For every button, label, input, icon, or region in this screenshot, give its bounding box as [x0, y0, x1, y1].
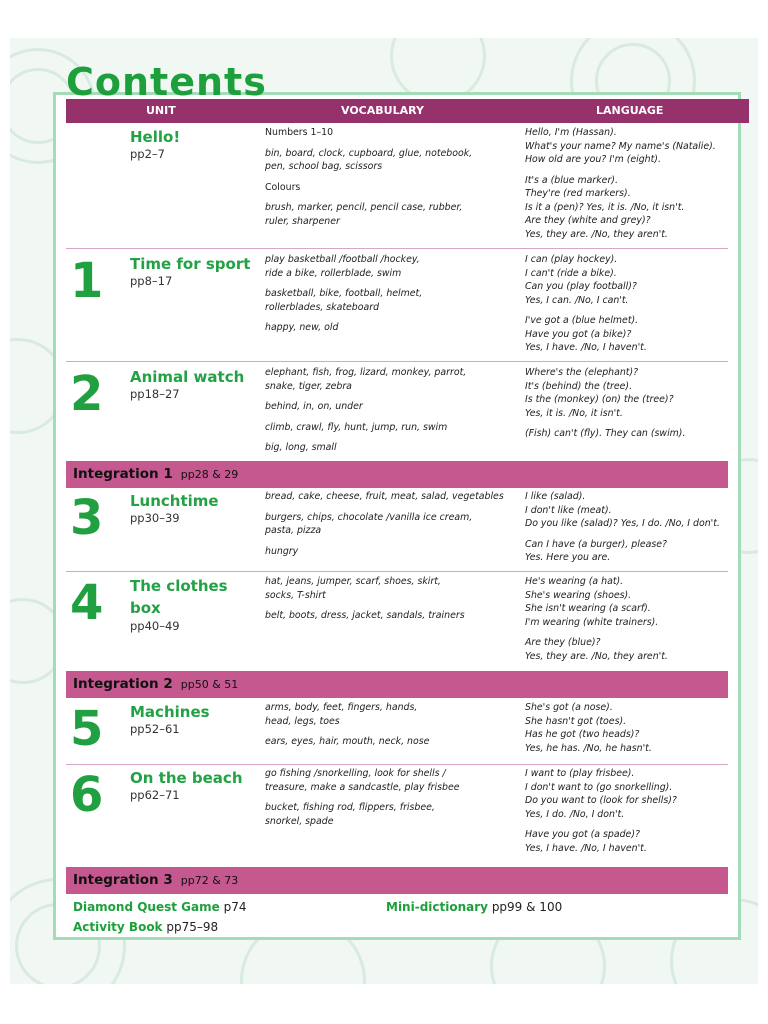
language-line: They're (red markers).	[525, 188, 631, 199]
vocabulary-group	[265, 735, 515, 749]
vocabulary-line: rollerblades, skateboard	[265, 301, 380, 313]
vocabulary-line: basketball, bike, football, helmet,	[265, 288, 423, 299]
vocabulary-line: big, long, small	[265, 442, 337, 453]
unit-number: 6	[70, 767, 104, 823]
vocabulary-group	[265, 287, 515, 314]
vocabulary-line: bin, board, clock, cupboard, glue, notebook,	[265, 147, 473, 159]
vocabulary-line: burgers, chips, chocolate /vanilla ice cream,	[265, 511, 473, 523]
activity-book-entry	[73, 920, 218, 934]
language-column	[525, 575, 735, 670]
language-line: I want to (play frisbee).	[525, 768, 635, 779]
integration-label	[73, 466, 238, 482]
language-line: Have you got (a spade)?	[525, 829, 640, 840]
integration-pages: pp72 & 73	[180, 874, 239, 887]
vocabulary-group	[265, 321, 515, 335]
language-line: Yes, I have. /No, I haven't.	[525, 842, 647, 854]
language-line: She's got (a nose).	[525, 702, 613, 713]
vocabulary-line: head, legs, toes	[265, 715, 340, 727]
language-line: How old are you? I'm (eight).	[525, 154, 661, 165]
integration-label	[73, 872, 238, 888]
language-group	[525, 126, 735, 167]
language-line: Yes, I can. /No, I can't.	[525, 294, 629, 306]
vocabulary-line: hungry	[265, 545, 299, 557]
language-column	[525, 490, 735, 572]
vocabulary-group	[265, 126, 515, 140]
language-line: I can't (ride a bike).	[525, 267, 617, 279]
row-divider	[66, 571, 728, 572]
vocabulary-line: belt, boots, dress, jacket, sandals, trainers	[265, 610, 465, 621]
language-line: I can (play hockey).	[525, 254, 618, 265]
unit-title[interactable]: Hello!	[130, 128, 181, 146]
activity-book-pages: pp75–98	[166, 920, 219, 934]
vocabulary-group	[265, 801, 515, 828]
unit-pages: pp18–27	[130, 387, 180, 401]
unit-pages: pp40–49	[130, 619, 180, 633]
diamond-quest-entry	[73, 900, 246, 914]
integration-bar[interactable]	[66, 461, 728, 488]
language-line: Are they (white and grey)?	[525, 215, 651, 226]
integration-bar[interactable]	[66, 867, 728, 894]
language-line: It's a (blue marker).	[525, 174, 618, 186]
language-group	[525, 427, 735, 441]
unit-number: 1	[70, 253, 104, 309]
language-group	[525, 490, 735, 531]
language-line: I've got a (blue helmet).	[525, 315, 639, 326]
language-column	[525, 126, 735, 248]
vocabulary-line: go fishing /snorkelling, look for shells /	[265, 768, 446, 779]
header-language: LANGUAGE	[596, 104, 664, 117]
language-line: It's (behind) the (tree).	[525, 380, 633, 392]
language-line: Yes, I have. /No, I haven't.	[525, 342, 647, 353]
integration-pages: pp28 & 29	[180, 468, 239, 481]
vocabulary-line: hat, jeans, jumper, scarf, shoes, skirt,	[265, 576, 441, 587]
vocabulary-column	[265, 490, 515, 565]
vocabulary-line: pen, school bag, scissors	[265, 161, 383, 172]
language-line: Do you want to (look for shells)?	[525, 795, 677, 806]
language-line: Yes, it is. /No, it isn't.	[525, 407, 623, 419]
language-group	[525, 253, 735, 307]
vocabulary-line: bread, cake, cheese, fruit, meat, salad, vegetables	[265, 491, 504, 502]
language-line: Can you (play football)?	[525, 281, 637, 292]
language-column	[525, 701, 735, 762]
unit-number: 3	[70, 490, 104, 546]
language-line: Are they (blue)?	[525, 637, 601, 648]
language-line: Yes, I do. /No, I don't.	[525, 808, 625, 820]
vocabulary-line: bucket, fishing rod, flippers, frisbee,	[265, 802, 435, 813]
language-group	[525, 538, 735, 565]
unit-pages: pp62–71	[130, 788, 180, 802]
vocabulary-group	[265, 490, 515, 504]
language-group	[525, 174, 735, 242]
language-line: What's your name? My name's (Natalie).	[525, 140, 716, 152]
vocabulary-line: pasta, pizza	[265, 525, 322, 536]
vocabulary-group	[265, 575, 515, 602]
vocabulary-line: happy, new, old	[265, 322, 339, 333]
mini-dictionary-entry	[386, 900, 562, 914]
vocabulary-column	[265, 575, 515, 630]
unit-title[interactable]: Time for sport	[130, 255, 251, 273]
language-group	[525, 828, 735, 855]
vocabulary-line: treasure, make a sandcastle, play frisbee	[265, 781, 460, 793]
vocabulary-line: arms, body, feet, fingers, hands,	[265, 702, 418, 713]
vocabulary-line: socks, T-shirt	[265, 589, 326, 601]
integration-label	[73, 676, 238, 692]
integration-pages: pp50 & 51	[180, 678, 239, 691]
vocabulary-line: ride a bike, rollerblade, swim	[265, 267, 402, 279]
language-line: I don't want to (go snorkelling).	[525, 781, 673, 793]
vocabulary-line: play basketball /football /hockey,	[265, 254, 420, 265]
row-divider	[66, 764, 728, 765]
vocabulary-line: climb, crawl, fly, hunt, jump, run, swim	[265, 421, 448, 433]
mini-dictionary-label: Mini-dictionary	[386, 900, 488, 914]
row-divider	[66, 248, 728, 249]
language-line: Can I have (a burger), please?	[525, 538, 667, 550]
vocabulary-column	[265, 701, 515, 756]
language-line: Is it a (pen)? Yes, it is. /No, it isn't.	[525, 201, 685, 213]
language-column	[525, 767, 735, 862]
language-group	[525, 366, 735, 420]
language-group	[525, 701, 735, 755]
language-column	[525, 253, 735, 362]
page-title: Contents	[66, 60, 267, 104]
header-vocabulary: VOCABULARY	[341, 104, 424, 117]
diamond-quest-pages: p74	[223, 900, 247, 914]
language-line: Have you got (a bike)?	[525, 328, 632, 340]
vocabulary-line: snake, tiger, zebra	[265, 380, 352, 392]
unit-pages: pp30–39	[130, 511, 180, 525]
language-line: Hello, I'm (Hassan).	[525, 127, 617, 138]
vocabulary-column	[265, 366, 515, 462]
unit-title[interactable]: The clothes box	[130, 577, 228, 617]
vocabulary-group	[265, 441, 515, 455]
unit-title[interactable]: Lunchtime	[130, 492, 219, 510]
vocabulary-group	[265, 400, 515, 414]
language-line: She's wearing (shoes).	[525, 589, 632, 601]
unit-number: 4	[70, 575, 104, 631]
language-column	[525, 366, 735, 448]
unit-title[interactable]: On the beach	[130, 769, 243, 787]
vocabulary-group	[265, 545, 515, 559]
language-line: She hasn't got (toes).	[525, 715, 627, 727]
vocabulary-group	[265, 253, 515, 280]
vocabulary-group	[265, 181, 515, 195]
vocabulary-group	[265, 511, 515, 538]
vocabulary-line: ears, eyes, hair, mouth, neck, nose	[265, 736, 430, 747]
vocabulary-line: snorkel, spade	[265, 815, 334, 827]
integration-title: Integration 2	[73, 676, 173, 692]
language-line: Yes. Here you are.	[525, 552, 611, 563]
integration-title: Integration 3	[73, 872, 173, 888]
language-line: She isn't wearing (a scarf).	[525, 603, 651, 614]
unit-title[interactable]: Animal watch	[130, 368, 245, 386]
row-divider	[66, 361, 728, 362]
vocabulary-group	[265, 147, 515, 174]
language-line: I don't like (meat).	[525, 504, 612, 516]
mini-dictionary-pages: pp99 & 100	[491, 900, 563, 914]
vocabulary-line: Colours	[265, 181, 301, 193]
language-line: Is the (monkey) (on) the (tree)?	[525, 394, 674, 405]
unit-pages: pp52–61	[130, 722, 180, 736]
unit-number: 5	[70, 701, 104, 757]
vocabulary-group	[265, 609, 515, 623]
language-group	[525, 767, 735, 821]
vocabulary-column	[265, 253, 515, 342]
language-line: He's wearing (a hat).	[525, 576, 624, 587]
vocabulary-line: behind, in, on, under	[265, 401, 363, 412]
unit-number: 2	[70, 366, 104, 422]
unit-pages: pp2–7	[130, 147, 165, 161]
header-unit: UNIT	[146, 104, 176, 117]
language-group	[525, 314, 735, 355]
language-line: I like (salad).	[525, 491, 586, 502]
language-line: Where's the (elephant)?	[525, 367, 639, 378]
language-group	[525, 575, 735, 629]
diamond-quest-label: Diamond Quest Game	[73, 900, 220, 914]
language-line: Yes, they are. /No, they aren't.	[525, 650, 668, 662]
language-line: Has he got (two heads)?	[525, 729, 640, 740]
unit-title[interactable]: Machines	[130, 703, 210, 721]
language-group	[525, 636, 735, 663]
integration-title: Integration 1	[73, 466, 173, 482]
activity-book-label: Activity Book	[73, 920, 163, 934]
unit-pages: pp8–17	[130, 274, 173, 288]
vocabulary-line: Numbers 1–10	[265, 127, 334, 138]
language-line: I'm wearing (white trainers).	[525, 616, 659, 628]
vocabulary-group	[265, 201, 515, 228]
vocabulary-column	[265, 126, 515, 235]
vocabulary-column	[265, 767, 515, 835]
vocabulary-group	[265, 767, 515, 794]
language-line: (Fish) can't (fly). They can (swim).	[525, 428, 686, 439]
language-line: Yes, they are. /No, they aren't.	[525, 228, 668, 240]
integration-bar[interactable]	[66, 671, 728, 698]
vocabulary-group	[265, 701, 515, 728]
vocabulary-line: ruler, sharpener	[265, 215, 340, 227]
vocabulary-line: brush, marker, pencil, pencil case, rubber,	[265, 202, 463, 213]
vocabulary-group	[265, 421, 515, 435]
language-line: Do you like (salad)? Yes, I do. /No, I don't.	[525, 518, 720, 529]
vocabulary-line: elephant, fish, frog, lizard, monkey, parrot,	[265, 367, 467, 378]
language-line: Yes, he has. /No, he hasn't.	[525, 742, 652, 754]
vocabulary-group	[265, 366, 515, 393]
